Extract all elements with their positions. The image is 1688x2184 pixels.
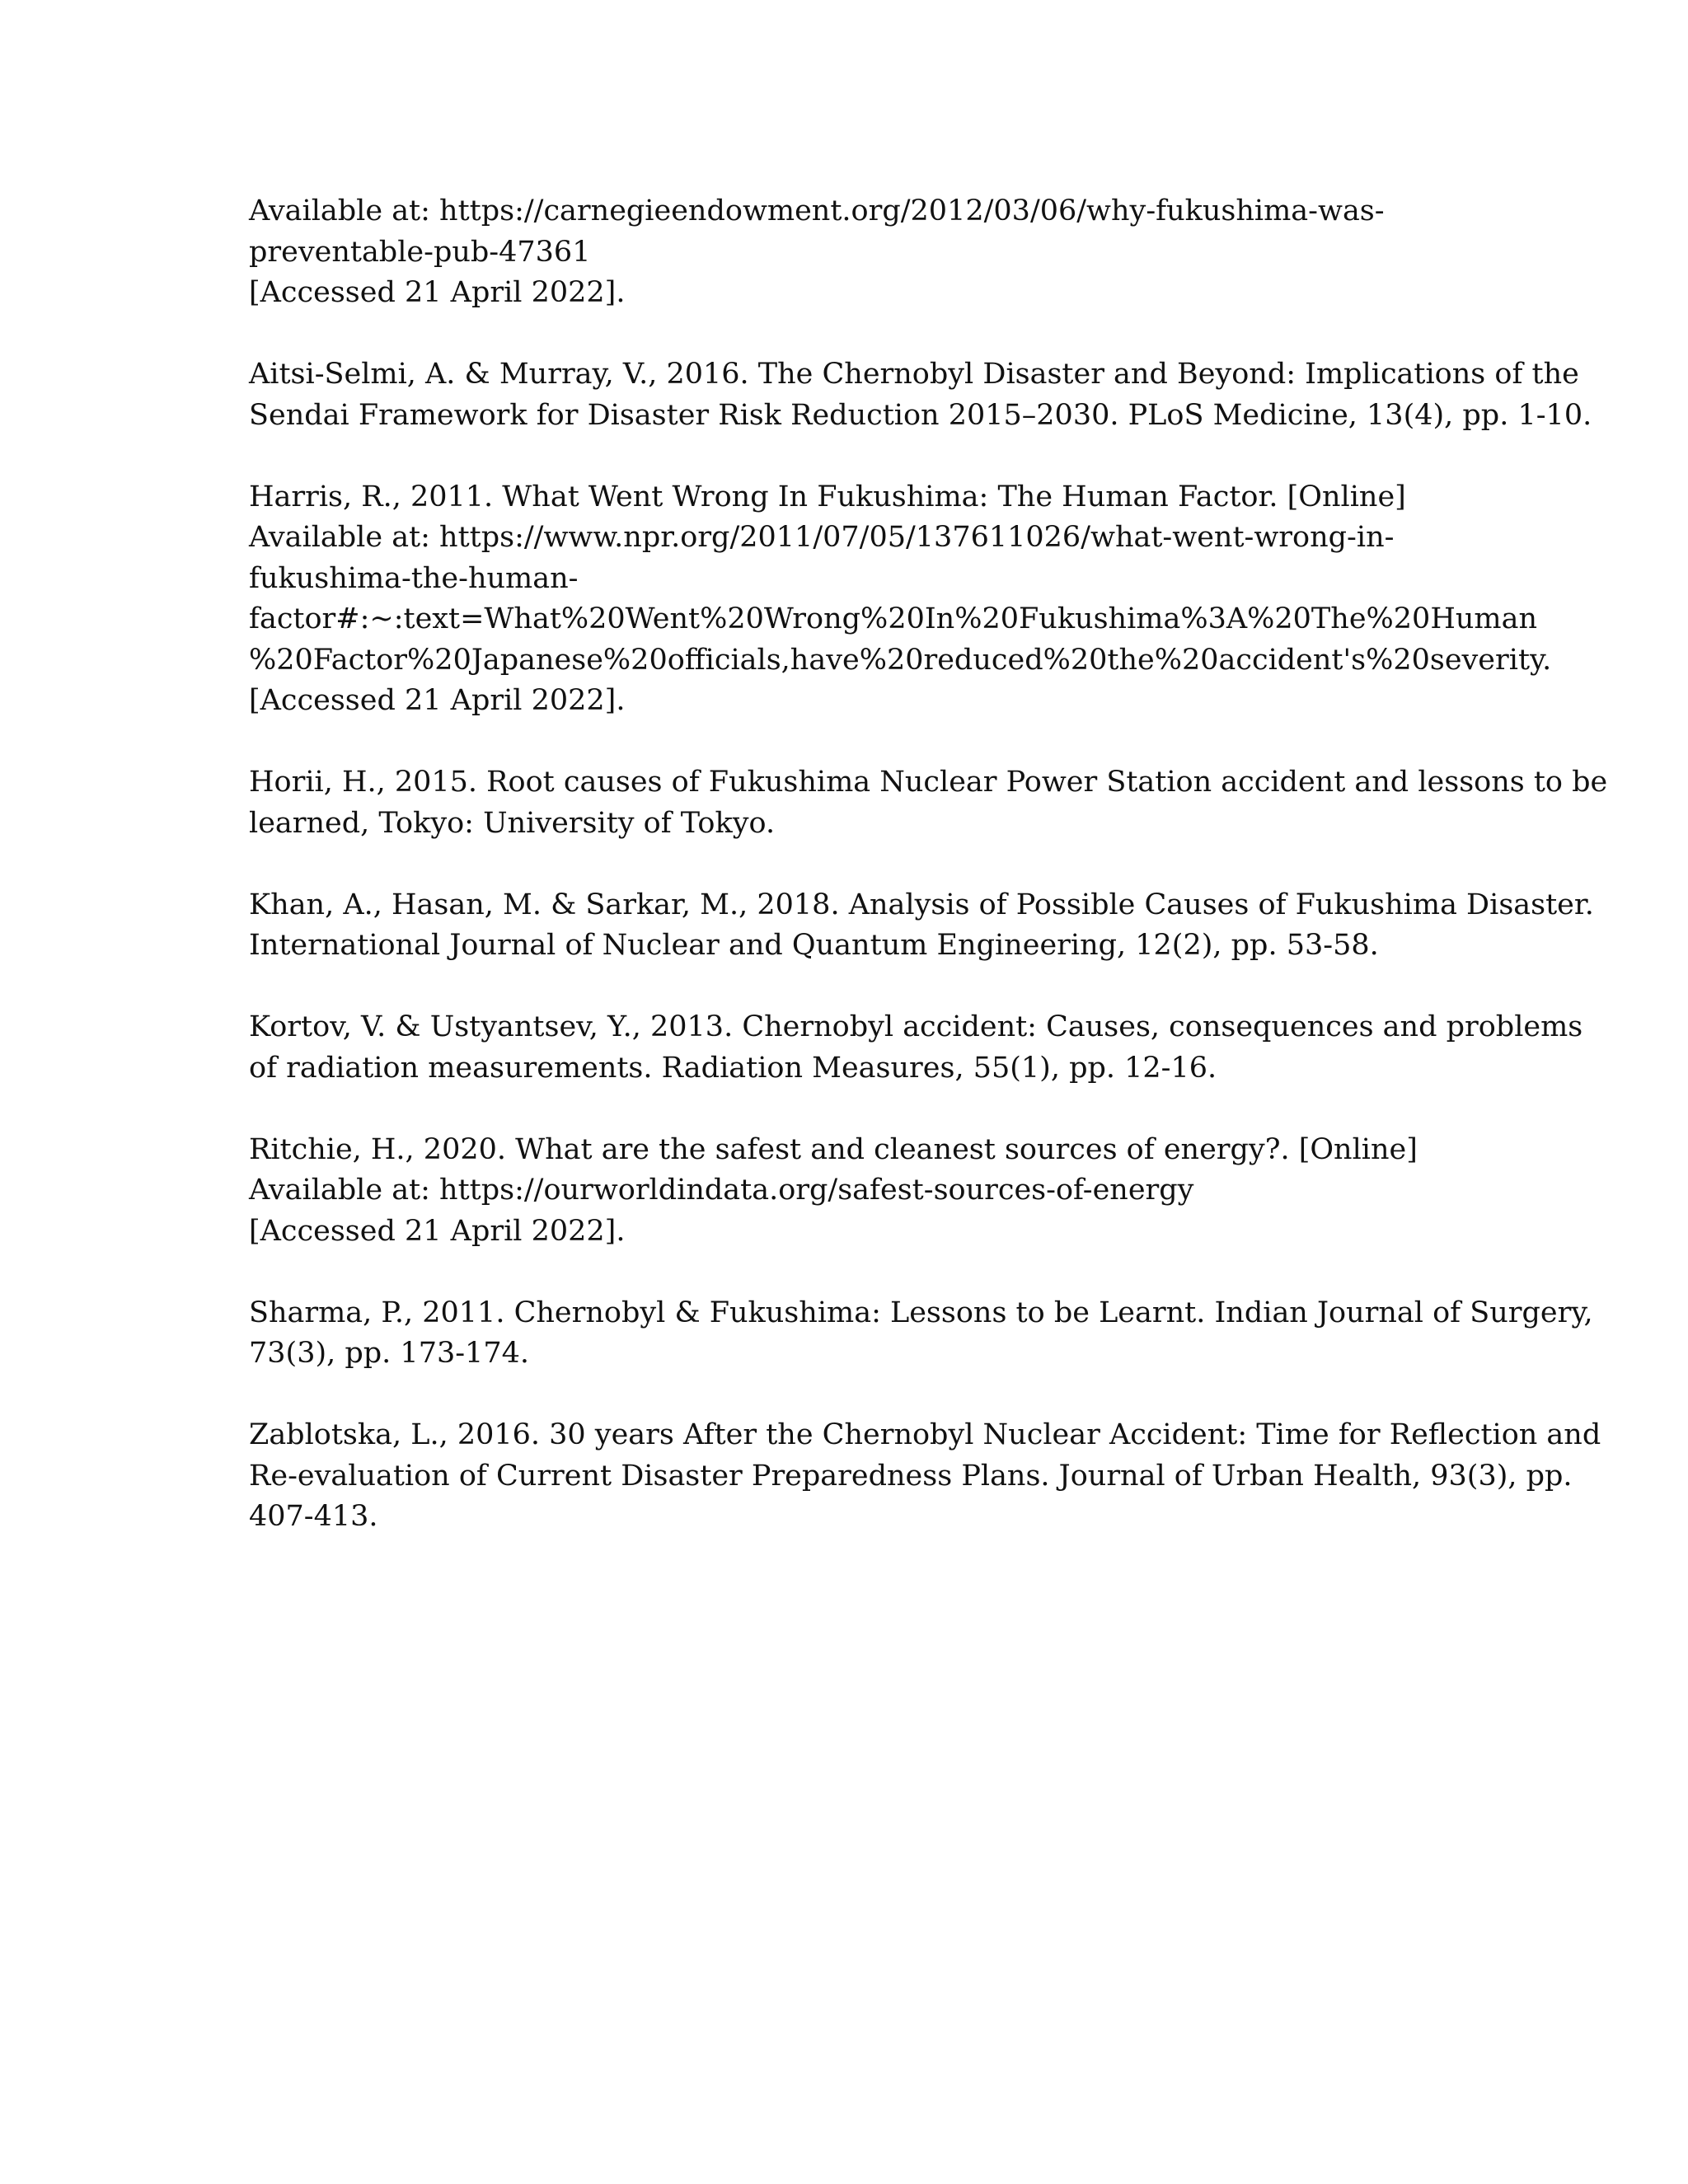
reference-line: learned, Tokyo: University of Tokyo.: [249, 806, 776, 840]
reference-entry: [249, 477, 1552, 722]
reference-line: Available at: https://www.npr.org/2011/07/05/137611026/what-went-wrong-in-: [249, 521, 1395, 554]
reference-entry: [249, 1007, 1583, 1089]
reference-entry: [249, 191, 1444, 314]
reference-entry: [249, 354, 1592, 436]
reference-list: [249, 191, 1608, 1578]
reference-entry: [249, 885, 1594, 967]
reference-entry: [249, 1415, 1601, 1538]
reference-entry: [249, 762, 1608, 844]
reference-line: Aitsi-Selmi, A. & Murray, V., 2016. The Chernobyl Disaster and Beyond: Implications of the: [249, 358, 1579, 391]
reference-line: [Accessed 21 April 2022].: [249, 276, 626, 309]
reference-line: Available at: https://ourworldindata.org/safest-sources-of-energy: [249, 1174, 1194, 1207]
reference-entry: [249, 1293, 1593, 1375]
reference-entry: [249, 1130, 1444, 1253]
reference-line: Available at: https://carnegieendowment.org/2012/03/06/why-fukushima-was-: [249, 194, 1385, 227]
reference-line: Zablotska, L., 2016. 30 years After the Chernobyl Nuclear Accident: Time for Reflection and: [249, 1418, 1601, 1451]
reference-line: Sendai Framework for Disaster Risk Reduction 2015–2030. PLoS Medicine, 13(4), pp. 1-10.: [249, 398, 1592, 432]
reference-line: Khan, A., Hasan, M. & Sarkar, M., 2018. Analysis of Possible Causes of Fukushima Disaster.: [249, 888, 1594, 921]
reference-line: Horii, H., 2015. Root causes of Fukushima Nuclear Power Station accident and lessons to be: [249, 766, 1608, 799]
reference-line: [Accessed 21 April 2022].: [249, 684, 626, 717]
reference-line: fukushima-the-human-: [249, 561, 579, 595]
reference-line: International Journal of Nuclear and Quantum Engineering, 12(2), pp. 53-58.: [249, 929, 1379, 962]
reference-line: Harris, R., 2011. What Went Wrong In Fukushima: The Human Factor. [Online]: [249, 480, 1406, 513]
reference-line: factor#:~:text=What%20Went%20Wrong%20In%20Fukushima%3A%20The%20Human: [249, 602, 1537, 635]
reference-line: preventable-pub-47361: [249, 235, 591, 269]
reference-line: Kortov, V. & Ustyantsev, Y., 2013. Chernobyl accident: Causes, consequences and problems: [249, 1010, 1583, 1043]
reference-line: 407-413.: [249, 1500, 378, 1533]
reference-line: [Accessed 21 April 2022].: [249, 1214, 626, 1248]
reference-line: of radiation measurements. Radiation Measures, 55(1), pp. 12-16.: [249, 1051, 1217, 1085]
reference-line: Ritchie, H., 2020. What are the safest and cleanest sources of energy?. [Online]: [249, 1132, 1418, 1166]
reference-line: 73(3), pp. 173-174.: [249, 1337, 529, 1370]
reference-line: Sharma, P., 2011. Chernobyl & Fukushima: Lessons to be Learnt. Indian Journal of Surgery,: [249, 1296, 1593, 1329]
reference-line: Re-evaluation of Current Disaster Preparedness Plans. Journal of Urban Health, 93(3), pp.: [249, 1459, 1573, 1493]
reference-line: %20Factor%20Japanese%20officials,have%20reduced%20the%20accident's%20severity.: [249, 643, 1552, 677]
